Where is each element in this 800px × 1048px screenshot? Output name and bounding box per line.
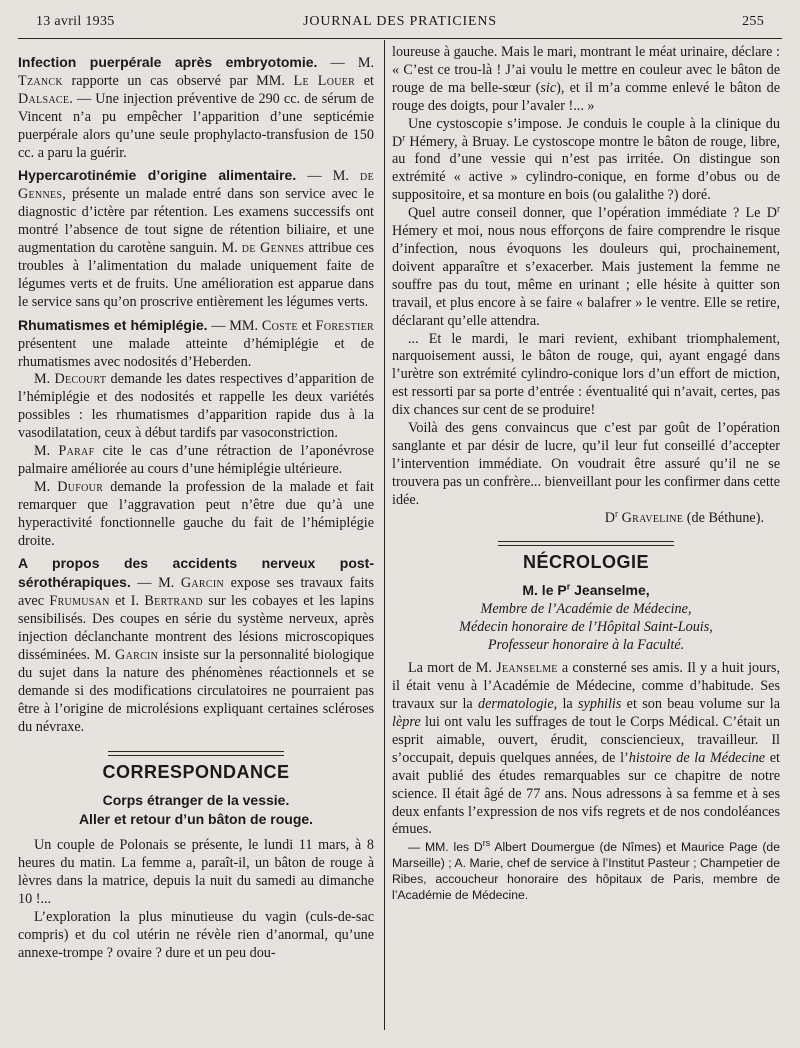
column-rule <box>384 40 385 1030</box>
article-title: Hypercarotinémie d’origine alimentaire. <box>18 167 297 184</box>
left-column <box>18 44 374 963</box>
section-rule <box>108 751 284 756</box>
article-title: Rhumatismes et hémiplégie. <box>18 316 208 333</box>
letter-paragraph: Un couple de Polonais se présente, le lundi 11 mars, à 8 heures du matin. La femme a, paraît-il, un bâton de rouge à lèvres dans la matrice, depuis la nuit du samedi au dimanche 10 !... <box>18 837 374 908</box>
article-accidents-nerveux <box>18 555 374 736</box>
obituary-title-line: Membre de l’Académie de Médecine, <box>480 601 692 618</box>
article-paragraph: M. Decourt demande les dates respectives d’apparition de l’hémiplégie et des nodosités et rappelle les deux variétés possibles : les rhumatismes d’apparition rapide dus à la vasodilatation, ceux à début tardifs par vasoconstriction. <box>18 371 374 442</box>
article-hypercarotinemie <box>18 167 374 311</box>
letter-paragraph: Une cystoscopie s’impose. Je conduis le couple à la clinique du $D^r$ Hémery, à Bruay. Le cystoscope montre le bâton de rouge, libre, au fond d’une vessie qui n’est pas irritée. On distingue son extrémité « active » cylindro-conique, en forme d’obus ou de suppositoire, et sa monture en bois (ou galalithe ?) doré. <box>392 115 780 204</box>
section-title: CORRESPONDANCE <box>102 761 290 782</box>
article-paragraph: Infection puerpérale après embryotomie. — M. Tzanck rapporte un cas observé par MM. Le Louer et Dalsace. — Une injection préventive de 290 cc. de sérum de Vincent n’a pu empêcher l’apparition d’une septicémie puerpérale alors qu’une seule prophylacto-transfusion de 150 cc. a paru la guérir. <box>18 54 374 161</box>
author-name: Bertrand <box>144 593 203 610</box>
author-name: Le Louer <box>293 72 356 89</box>
author-name: Graveline <box>621 509 684 526</box>
obituary-title-line: Médecin honoraire de l’Hôpital Saint-Louis, <box>459 619 713 636</box>
obituary-titles <box>392 600 780 654</box>
author-name: Forestier <box>315 317 374 334</box>
page-number: 255 <box>742 14 764 29</box>
author-name: de Gennes <box>241 240 305 257</box>
article-rhumatismes <box>18 317 374 551</box>
author-name: Garcin <box>180 575 225 592</box>
article-paragraph: M. Dufour demande la profession de la malade et fait remarquer que l’aggravation peut n’être due qu’à une hyperactivité fonctionnelle gauche du fait de l’hémiplégie droite. <box>18 478 374 549</box>
section-title: NÉCROLOGIE <box>522 552 649 573</box>
obituary-title-line: Professeur honoraire à la Faculté. <box>487 637 685 654</box>
author-name: Frumusan <box>49 593 110 610</box>
author-name: Paraf <box>58 443 95 460</box>
header-rule <box>18 38 782 39</box>
obituary-paragraph: La mort de M. Jeanselme a consterné ses amis. Il y a huit jours, il était venu à l’Académie de Médecine, comme d’habitude. Ses travaux sur la dermatologie, la syphilis et son beau volume sur la lèpre lui ont valu les suffrages de tout le Corps Médical. C’était un esprit aimable, ouvert, érudit, consciencieux, travailleur. Il s’occupait, depuis quelques années, de l’histoire de la Médecine et avait publié des études remarquables sur ce chapitre de notre science. Il était âgé de 77 ans. Nous adressons à sa femme et à ses deux enfants l’expression de nos vifs regrets et de nos condoléances émues. <box>392 660 781 838</box>
author-name: Dalsace <box>18 90 70 107</box>
article-paragraph: A propos des accidents nerveux post-sérothérapiques. — M. Garcin expose ses travaux faits avec Frumusan et I. Bertrand sur les cobayes et les lapins sensibilisés. Des coupes en série du système nerveux, après injection déclanchante montrent des lésions microscopiques disséminées. M. Garcin insiste sur la personnalité biologique du sujet dans la nature des phénomènes réactionnels et se demande si des modifications circulatoires ne pourraient pas être à l’origine de microlésions expliquant certaines scléroses du névraxe. <box>18 555 374 735</box>
article-infection <box>18 54 374 162</box>
letter-paragraph: Voilà des gens convaincus que c’est par goût de l’opération sanglante et par désir de lucre, qu’il leur fut conseillé d’accepter l’intervention immédiate. On voudrait être assuré qu’il ne se trouvera pas un confrère... bienveillant pour les confirmer dans cette idée. <box>392 420 780 508</box>
author-name: Garcin <box>115 647 159 663</box>
letter-paragraph: loureuse à gauche. Mais le mari, montrant le méat urinaire, déclare : « C’est ce trou-là ! J’ai voulu le mettre en couleur avec le bâton de rouge de ma belle-sœur (sic), et il m’a comme enlevé le bâton de rouge des doigts, pour l’avaler !... » <box>392 44 780 114</box>
correspondance-section-header <box>18 751 374 782</box>
letter-paragraph: Quel autre conseil donner, que l’opération immédiate ? Le $D^r$ Hémery et moi, nous nous efforçons de faire comprendre le risque d’infection, nous évoquons les douleurs qui, prochainement, doivent apparaître et s’exacerber. Mais justement la femme ne souffre pas du tout, même en urinant ; elle hésite à quitter son travail, et plus encore à se faire « balafrer » le ventre. Elle se retire, déclarant qu’elle attendra. <box>392 203 780 329</box>
author-name: Dufour <box>57 478 104 495</box>
letter-signature: $D^r$ Graveline (de Béthune). <box>604 507 764 526</box>
author-name: Tzanck <box>18 72 63 89</box>
article-paragraph: Hypercarotinémie d’origine alimentaire. — M. de Gennes, présente un malade entré dans son service avec le diagnostic d’ictère par rétention. Les examens successifs ont montré l’absence de tout signe de rétention biliaire, et une augmentation du carotène sanguin. M. de Gennes attribue ces troubles à l’alimentation du malade uniquement faite de légumes verts et de fruits. Une amélioration est apparue dans le service sans qu’on proscrive entièrement les légumes verts. <box>18 167 374 310</box>
issue-date: 13 avril 1935 <box>36 14 115 29</box>
running-header <box>36 14 764 36</box>
article-paragraph: M. Paraf cite le cas d’une rétraction de l’aponévrose palmaire améliorée au cours d’une hémiplégie ultérieure. <box>18 443 374 477</box>
section-rule <box>498 541 674 546</box>
letter-title: Corps étranger de la vessie. <box>102 792 290 809</box>
author-name: Coste <box>261 317 298 334</box>
right-column <box>392 44 780 903</box>
journal-title: JOURNAL DES PRATICIENS <box>303 14 497 29</box>
letter-paragraph: ... Et le mardi, le mari revient, exhibant triomphalement, narquoisement aussi, le bâton de rouge, qui, ayant engagé dans l’urètre son extrémité cylindro-conique lors d’un effort de miction, est ressorti par sa porte d’entrée : éventualité qui n’avait, certes, pas dix chances sur cent de se produire! <box>392 330 780 419</box>
obituary-notice: — MM. les $D^{rs}$ Albert Doumergue (de Nîmes) et Maurice Page (de Marseille) ; A. Marie, chef de service à l’Institut Pasteur ; Champetier de Ribes, accoucheur honoraire des hôpitaux de Paris, membre de l’Académie de Médecine. <box>392 838 780 903</box>
author-name: Jeanselme <box>496 660 558 677</box>
necrologie-section-header <box>392 541 780 572</box>
letter-subtitle: Aller et retour d’un bâton de rouge. <box>78 811 314 828</box>
article-title: Infection puerpérale après embryotomie. <box>18 54 318 70</box>
letter-paragraph: L’exploration la plus minutieuse du vagin (culs-de-sac compris) et du col utérin ne révèle rien d’anormal, qu’une annexe-trompe ? ovaire ? dure et un peu dou- <box>18 909 374 961</box>
author-name: Decourt <box>54 371 107 388</box>
author-name: de Gennes <box>18 168 374 203</box>
obituary-name: M. le $P^r$ Jeanselme, <box>522 581 650 599</box>
article-title: A propos des accidents nerveux post-sérothérapiques. <box>18 555 374 591</box>
article-paragraph: Rhumatismes et hémiplégie. — MM. Coste et Forestier présentent une malade atteinte d’hémiplégie et de rhumatismes avec nodosités d’Heberden. <box>18 316 374 370</box>
